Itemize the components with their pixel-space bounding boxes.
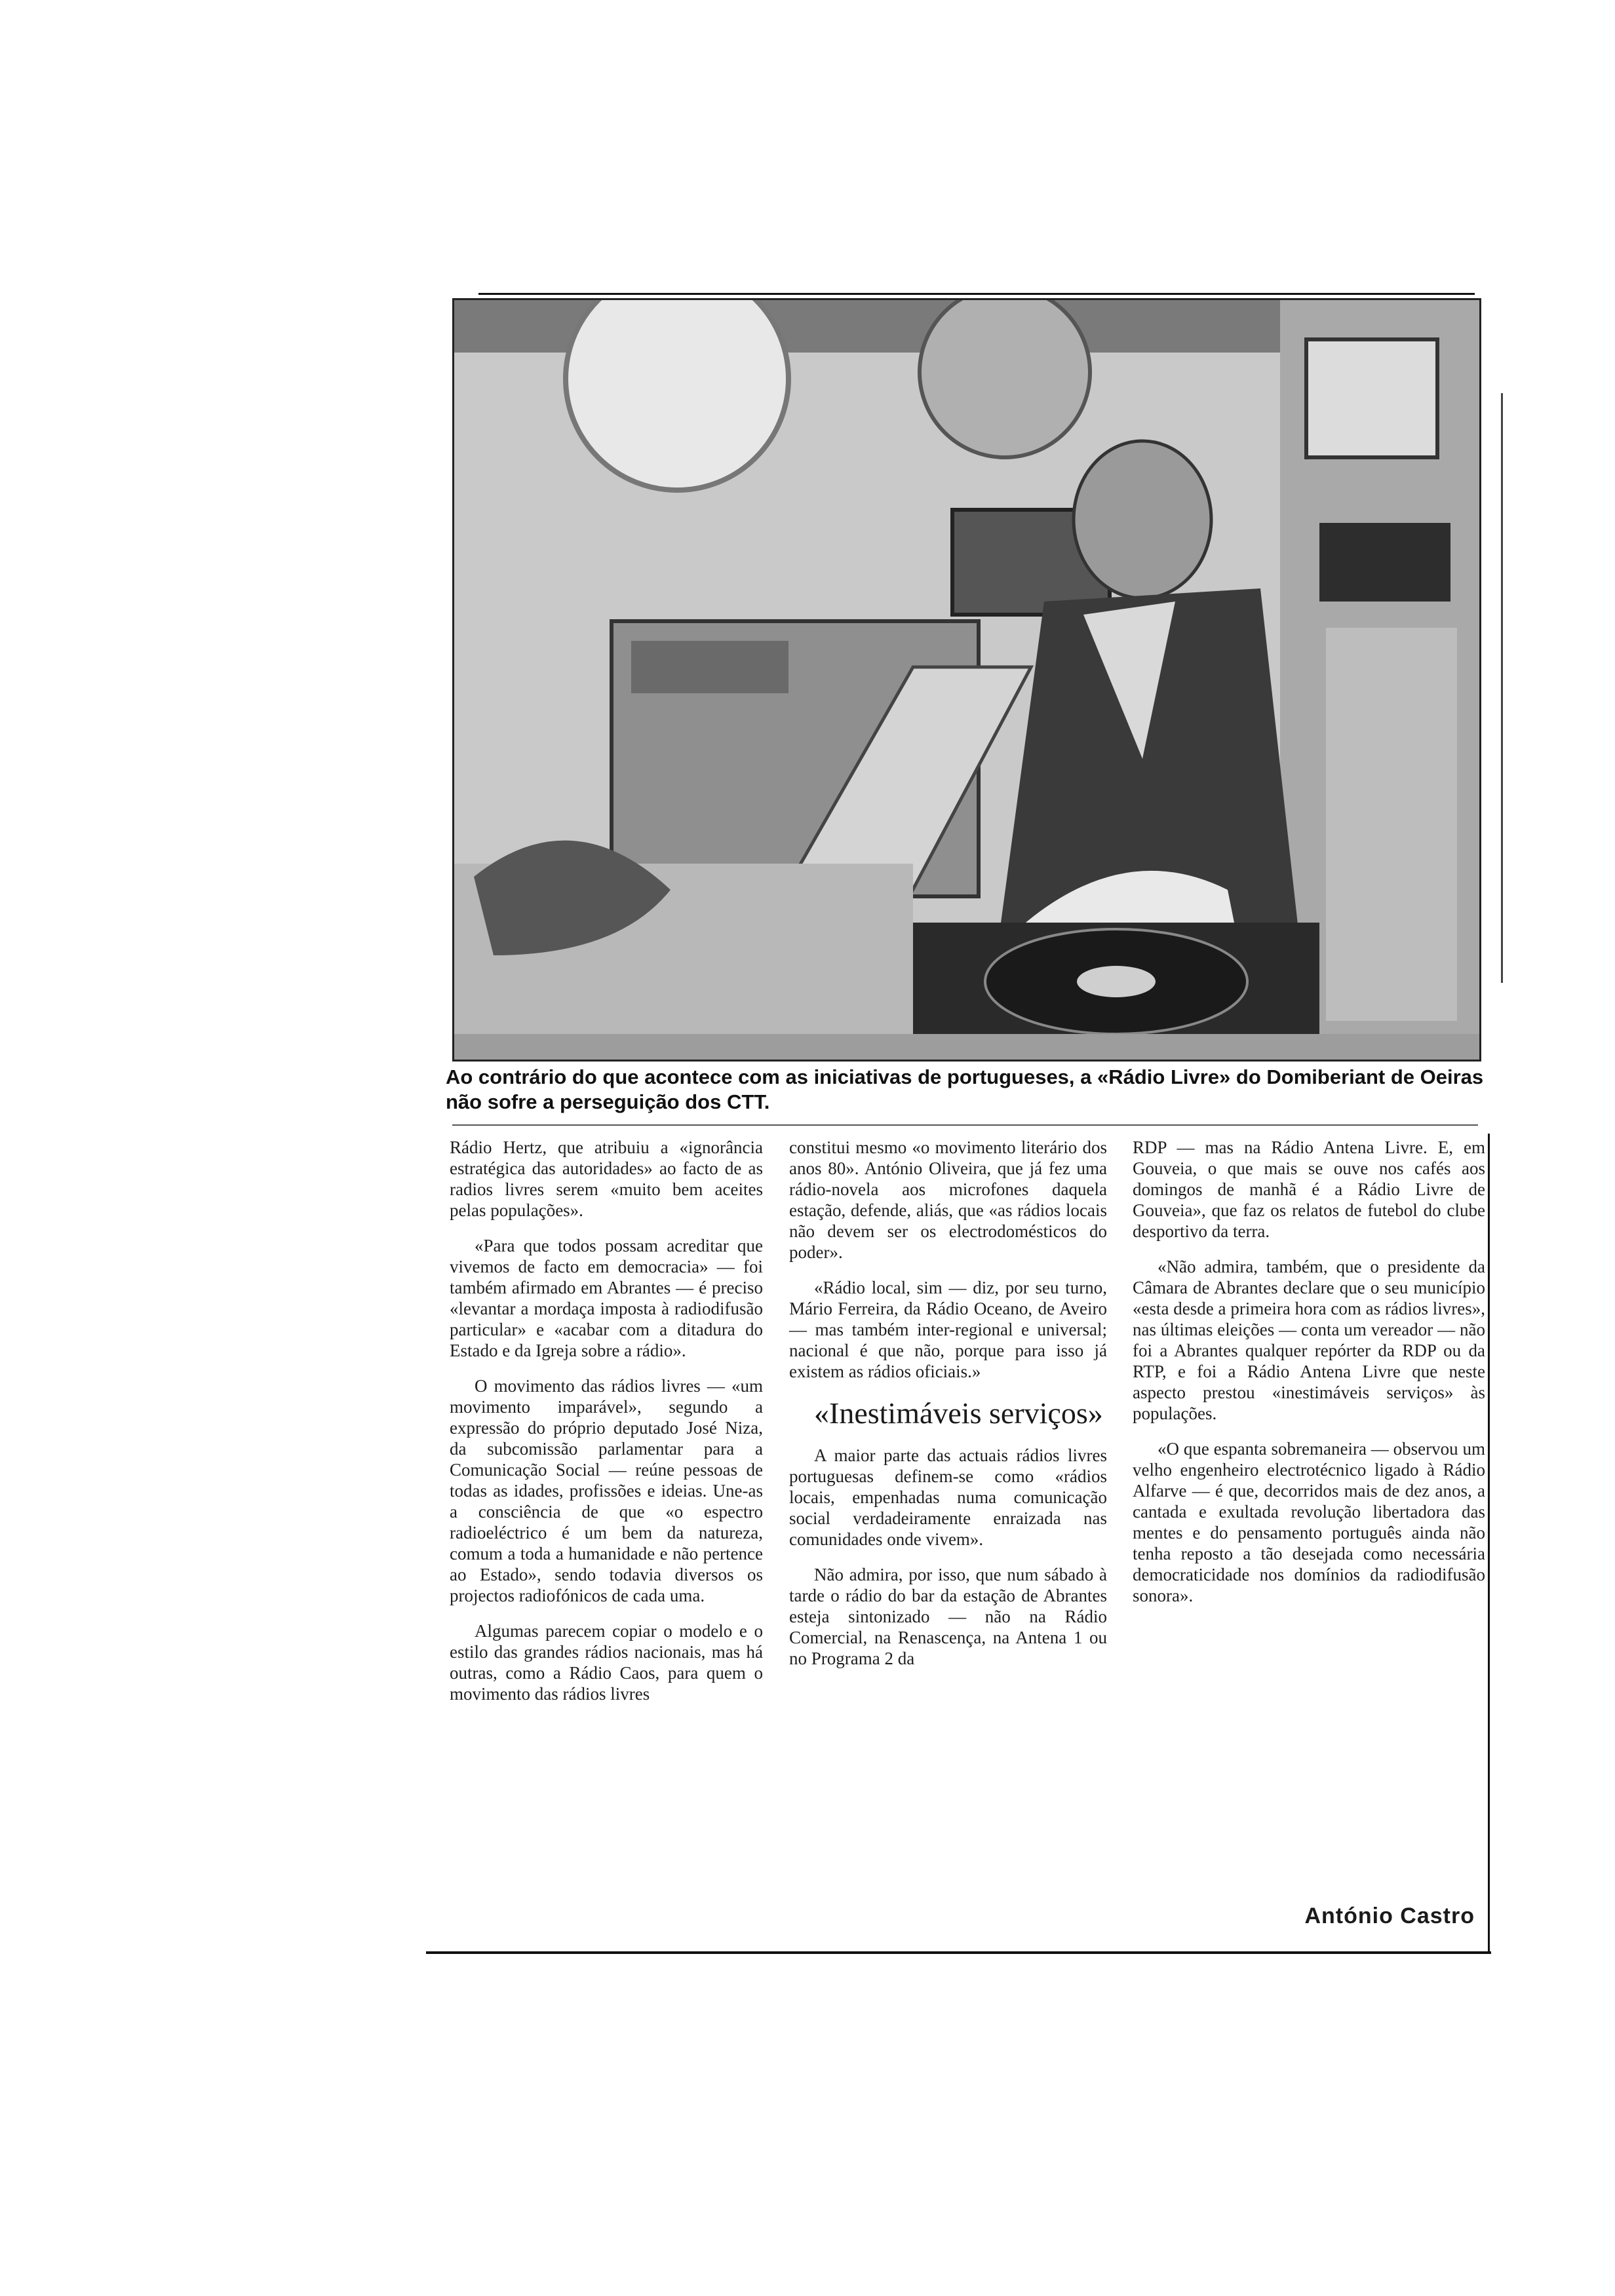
col3-paragraph-3: «O que espanta sobremaneira — observou um velho engenheiro electrotécnico ligado à Rádio Alfarve — é que, decorridos mais de dez anos, a cantada e exultada revolução libertadora das mentes e do pensamento português ainda não tenha reposto a tão desejada como necessária democraticidade nos domínios da radiodifusão sonora». [1133,1439,1485,1605]
col3-paragraph-1: RDP — mas na Rádio Antena Livre. E, em Gouveia, o que mais se ouve nos cafés aos domingos de manhã é a Rádio Livre de Gouveia», que faz os relatos de futebol do clube desportivo da terra. [1133,1138,1485,1241]
col1-paragraph-3: O movimento das rádios livres — «um movimento imparável», segundo a expressão do próprio deputado José Niza, da subcomissão parlamentar para a Comunicação Social — reúne pessoas de todas as idades, profissões e ideias. Une-as a consciência de que «o espectro radioeléctrico é um bem da natureza, comum a toda a humanidade e não pertence ao Estado», sendo todavia diversos os projectos radiofónicos de cada uma. [450,1376,763,1605]
col3-paragraph-2: «Não admira, também, que o presidente da Câmara de Abrantes declare que o seu município «esta desde a primeira hora com as rádios livres», nas últimas eleições — conta um vereador — não foi a Abrantes qualquer repórter da RDP ou da RTP, e foi a Rádio Antena Livre que neste aspecto prestou «inestimáveis serviços» às populações. [1133,1257,1485,1423]
column-rule-right [1488,1134,1490,1953]
bottom-border-rule [426,1951,1491,1954]
top-border-rule [478,293,1475,295]
photo-caption: Ao contrário do que acontece com as iniciativas de portugueses, a «Rádio Livre» do Domiberiant de Oeiras não sofre a perseguição dos CTT. [446,1065,1484,1113]
col1-paragraph-4: Algumas parecem copiar o modelo e o estilo das grandes rádios nacionais, mas há outras, como a Rádio Caos, para quem o movimento das rádios livres [450,1621,763,1704]
col2-paragraph-2: «Rádio local, sim — diz, por seu turno, Mário Ferreira, da Rádio Oceano, de Aveiro — mas também inter-regional e universal; nacional é que não, porque para isso já existem as rádios oficiais.» [789,1278,1107,1381]
news-photo [452,298,1481,1062]
col2-paragraph-4: Não admira, por isso, que num sábado à tarde o rádio do bar da estação de Abrantes esteja sintonizado — não na Rádio Comercial, na Renascença, na Antena 1 ou no Programa 2 da [789,1565,1107,1668]
section-subhead: «Inestimáveis serviços» [814,1396,1103,1430]
article-column-3 [1133,1137,1485,1620]
col2-paragraph-1: constitui mesmo «o movimento literário dos anos 80». António Oliveira, que já fez uma rádio-novela aos microfones daquela estação, defende, aliás, que «as rádios locais não devem ser os electrodomésticos do poder». [789,1138,1107,1262]
author-byline: António Castro [1304,1904,1475,1928]
article-column-2 [789,1137,1107,1683]
col1-paragraph-1: Rádio Hertz, que atribuiu a «ignorância estratégica das autoridades» ao facto de as radios livres serem «muito bem aceites pelas populações». [450,1138,763,1220]
caption-divider-rule [452,1124,1478,1126]
col1-paragraph-2: «Para que todos possam acreditar que vivemos de facto em democracia» — foi também afirmado em Abrantes — é preciso «levantar a mordaça imposta à radiodifusão particular» e «acabar com a ditadura do Estado e da Igreja sobre a rádio». [450,1236,763,1360]
photo-illustration [454,300,1481,1062]
photo-edge-rule [1501,393,1503,983]
col2-paragraph-3: A maior parte das actuais rádios livres portuguesas definem-se como «rádios locais, empenhadas numa comunicação social verdadeiramente enraizada nas comunidades onde vivem». [789,1445,1107,1549]
article-column-1 [450,1137,763,1719]
